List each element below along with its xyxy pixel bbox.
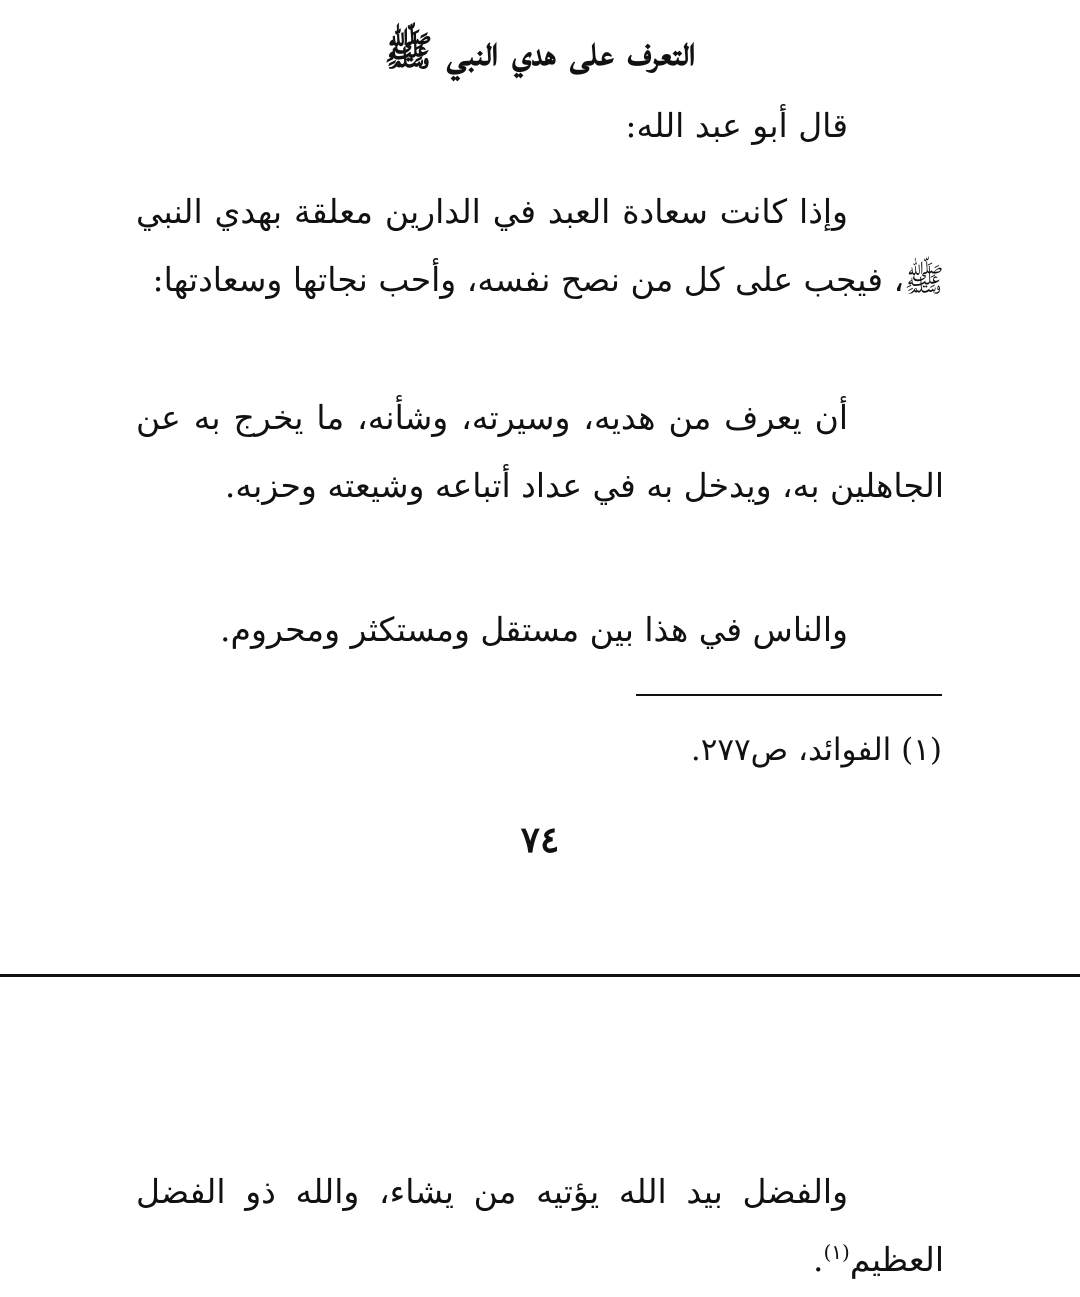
page-divider [0, 974, 1080, 977]
page-number: ٧٤ [520, 819, 560, 861]
paragraph-main-text: والفضل بيد الله يؤتيه من يشاء، والله ذو الفضل العظيم [136, 1172, 944, 1279]
footnote-marker: (١) [823, 1240, 850, 1264]
footnote: (١) الفوائد، ص٢٧٧. [690, 732, 942, 768]
paragraph-main [136, 1158, 944, 1294]
paragraph-1: وإذا كانت سعادة العبد في الدارين معلقة بهدي النبي ﷺ، فيجب على كل من نصح نفسه، وأحب نجاتها وسعادتها: [136, 192, 944, 299]
speaker-line: قال أبو عبد الله: [625, 106, 848, 145]
end-period: . [812, 1240, 824, 1279]
footnote-rule [636, 694, 942, 696]
paragraph-3: والناس في هذا بين مستقل ومستكثر ومحروم. [220, 610, 848, 649]
paragraph-2: أن يعرف من هديه، وسيرته، وشأنه، ما يخرج به عن الجاهلين به، ويدخل به في عداد أتباعه وشيعته وحزبه. [136, 398, 944, 505]
page-title: التعرف على هدي النبي ﷺ [384, 28, 696, 75]
